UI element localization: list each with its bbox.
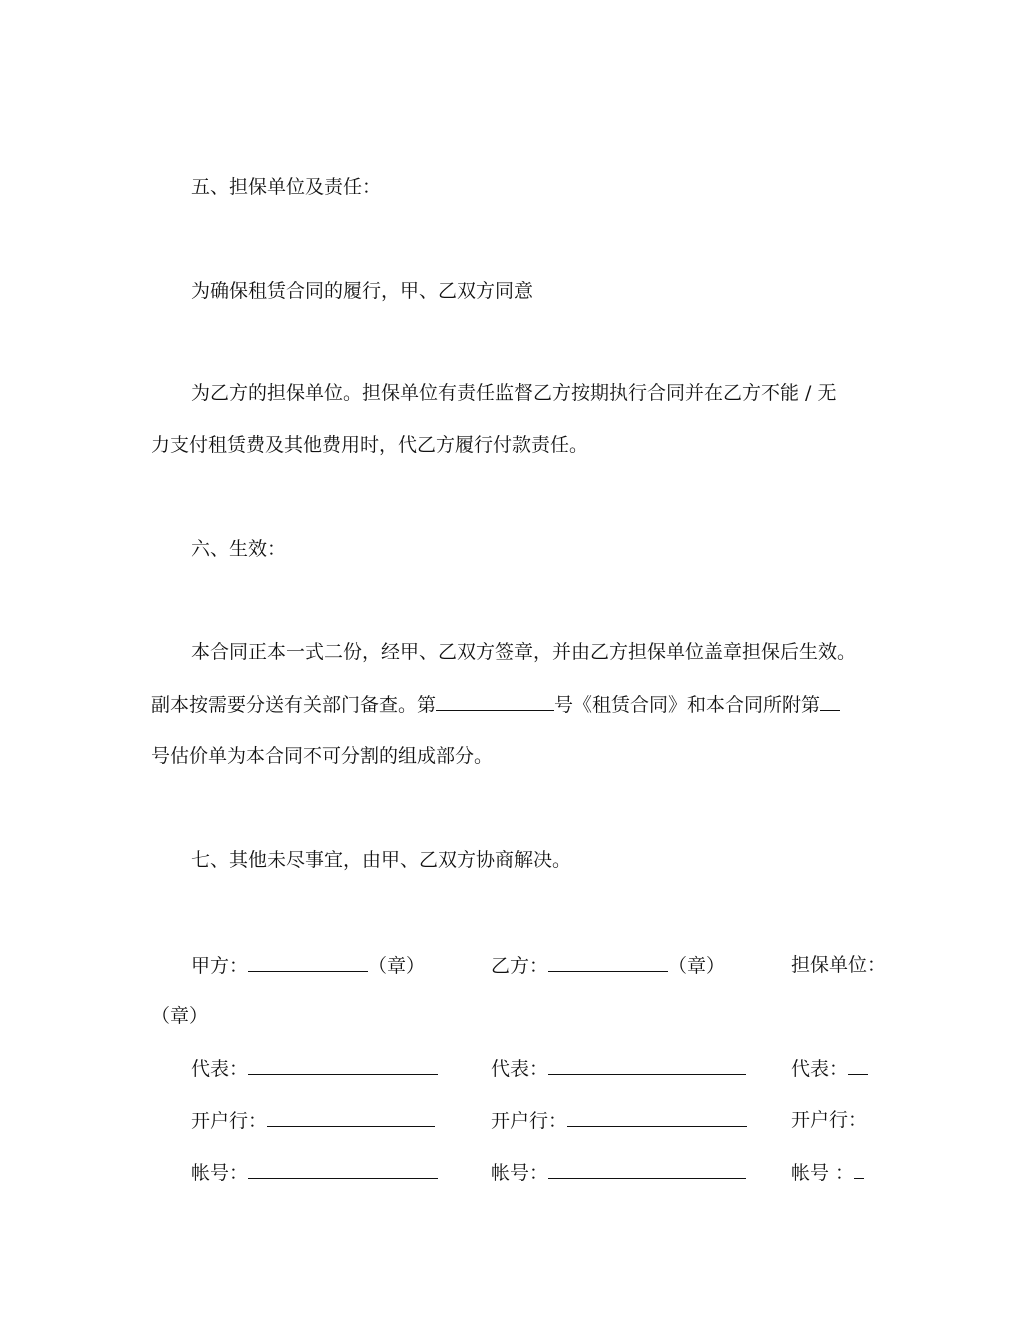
section-5-paragraph-2-line-2: 力支付租赁费及其他费用时，代乙方履行付款责任。 [151,434,589,456]
section-7-text: 七、其他未尽事宜，由甲、乙双方协商解决。 [191,849,572,871]
guarantor-account-blank[interactable] [854,1160,864,1179]
party-a-rep-label: 代表： [191,1058,249,1080]
party-b-seal: （章） [668,955,726,977]
section-6-line-3: 号估价单为本合同不可分割的组成部分。 [151,745,494,767]
section-6-line-1: 本合同正本一式二份，经甲、乙双方签章，并由乙方担保单位盖章担保后生效。 [191,641,857,663]
guarantor-rep-blank[interactable] [848,1056,868,1075]
party-b-rep-row [491,1056,746,1081]
section-6-line-2-prefix: 副本按需要分送有关部门备查。第 [151,694,437,716]
party-b-rep-blank[interactable] [548,1056,746,1075]
party-b-rep-label: 代表： [491,1058,549,1080]
party-a-name-blank[interactable] [248,953,368,972]
party-a-name-row [191,953,425,978]
party-a-bank-row [191,1108,435,1133]
section-6-line-2-middle: 号《租赁合同》和本合同所附第 [554,694,821,716]
party-b-account-label: 帐号： [491,1162,549,1184]
party-b-account-row [491,1160,746,1185]
party-a-account-label: 帐号： [191,1162,249,1184]
party-b-name-row [491,953,725,978]
party-b-account-blank[interactable] [548,1160,746,1179]
section-6-line-2 [151,692,840,717]
party-a-seal: （章） [368,955,426,977]
party-a-label: 甲方： [191,955,249,977]
party-b-name-blank[interactable] [548,953,668,972]
guarantor-rep-label: 代表： [791,1058,849,1080]
guarantor-bank-label: 开户行： [791,1109,868,1131]
party-b-bank-label: 开户行： [491,1110,568,1132]
guarantor-seal: （章） [151,1005,209,1027]
guarantor-name-row [791,953,886,977]
party-a-account-blank[interactable] [248,1160,438,1179]
guarantor-rep-row [791,1056,868,1081]
section-5-paragraph-2-line-1: 为乙方的担保单位。担保单位有责任监督乙方按期执行合同并在乙方不能 / 无 [191,382,837,404]
guarantor-account-label: 帐号 ： [791,1162,855,1184]
party-a-bank-label: 开户行： [191,1110,268,1132]
party-a-account-row [191,1160,438,1185]
guarantor-account-row [791,1160,864,1185]
party-b-label: 乙方： [491,955,549,977]
estimate-number-blank[interactable] [820,692,840,711]
guarantor-bank-row [791,1108,867,1132]
party-b-bank-row [491,1108,747,1133]
party-a-rep-row [191,1056,438,1081]
party-a-rep-blank[interactable] [248,1056,438,1075]
contract-number-blank[interactable] [436,692,554,711]
section-6-heading: 六、生效： [191,538,287,560]
guarantor-label: 担保单位： [791,954,887,976]
party-a-bank-blank[interactable] [267,1108,435,1127]
party-b-bank-blank[interactable] [567,1108,747,1127]
section-5-heading: 五、担保单位及责任： [191,176,382,198]
section-5-paragraph-1: 为确保租赁合同的履行，甲、乙双方同意 [191,280,534,302]
